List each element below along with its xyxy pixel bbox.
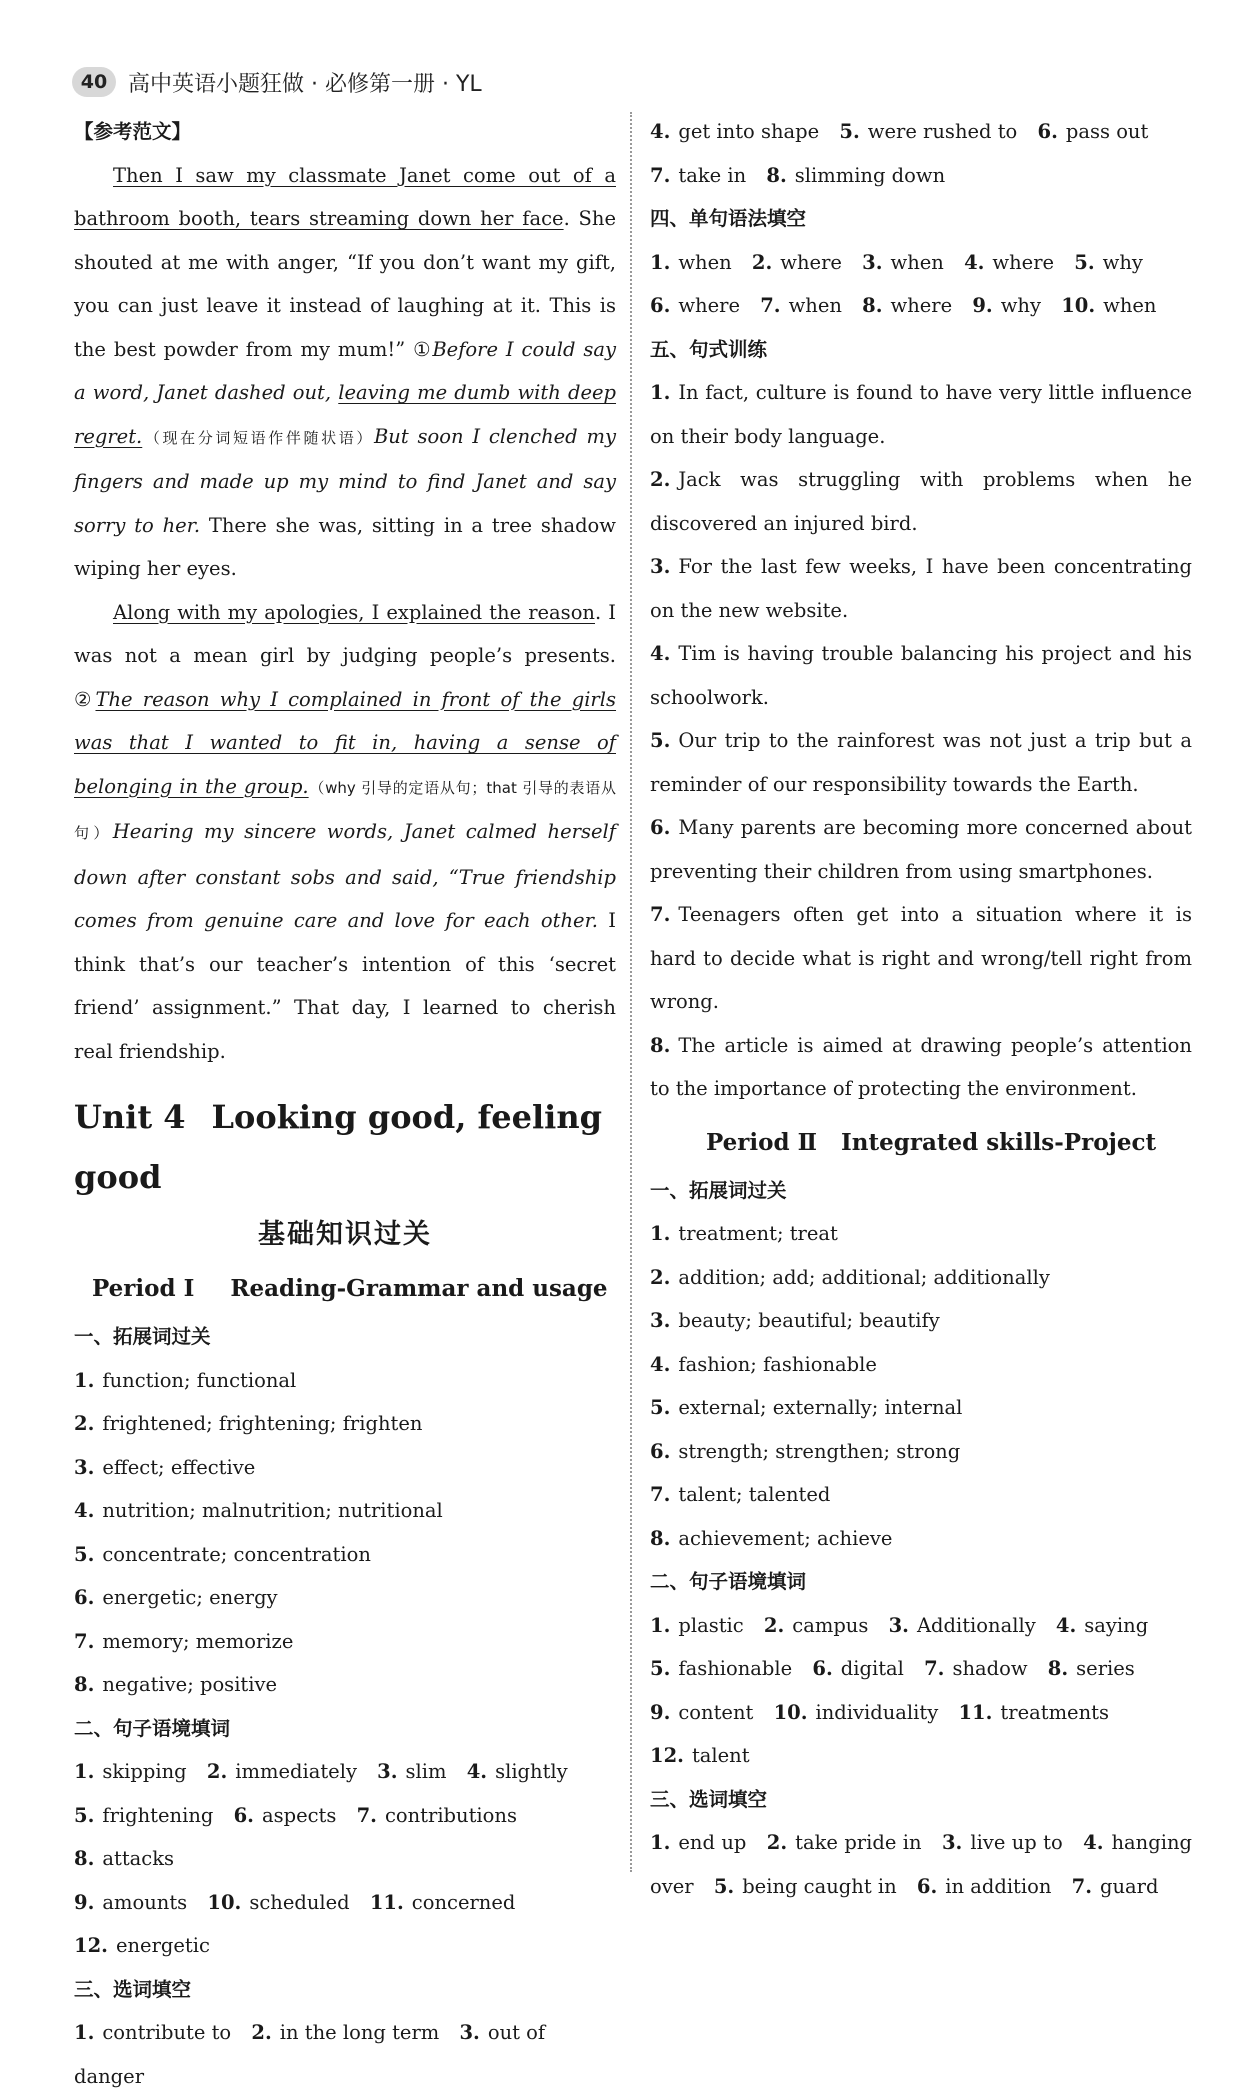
- answer-row: 1. end up 2. take pride in 3. live up to 4. hanging over 5. being caught in 6. in addition 7. guard: [650, 1831, 1193, 1898]
- grammar-note: （现在分词短语作伴随状语）: [142, 428, 374, 447]
- page-header: [72, 62, 482, 102]
- section-heading: 三、选词填空: [74, 1977, 192, 2001]
- section-heading: 二、句子语境填词: [650, 1570, 807, 1593]
- list-item: 3. effect; effective: [74, 1455, 256, 1479]
- answer-row: 1. contribute to 2. in the long term 3. out of danger: [74, 2021, 546, 2088]
- list-item: 7. talent; talented: [650, 1483, 831, 1506]
- word-list: [650, 1212, 1192, 1560]
- left-column: [74, 110, 616, 2098]
- fill-answers: [650, 1604, 1192, 1778]
- unit-title: Unit 4 Looking good, feeling good: [74, 1098, 602, 1196]
- answer-row: 12. talent: [650, 1744, 750, 1767]
- answer-row: 5. frightening 6. aspects 7. contributions 8. attacks: [74, 1803, 517, 1870]
- section-heading: 二、句子语境填词: [74, 1716, 231, 1740]
- list-item: 6. strength; strengthen; strong: [650, 1439, 961, 1463]
- answer-row: 1. when 2. where 3. when 4. where 5. why: [650, 250, 1143, 274]
- list-item: 2. addition; add; additional; additionally: [650, 1265, 1050, 1289]
- book-title: 高中英语小题狂做 · 必修第一册 · YL: [128, 71, 482, 97]
- section-heading: 一、拓展词过关: [74, 1325, 211, 1348]
- list-item: 5. external; externally; internal: [650, 1396, 963, 1419]
- list-item: 7. memory; memorize: [74, 1629, 294, 1653]
- answer-row: 6. where 7. when 8. where 9. why 10. when: [650, 294, 1157, 317]
- answer-row: 1. skipping 2. immediately 3. slim 4. slightly: [74, 1760, 568, 1783]
- answer-row: 7. take in 8. slimming down: [650, 163, 946, 187]
- list-item: 2. Jack was struggling with problems when he discovered an injured bird.: [650, 468, 1192, 535]
- section-heading: 四、单句语法填空: [650, 207, 807, 230]
- underlined-sentence: Along with my apologies, I explained the reason: [113, 600, 595, 624]
- answer-row: 9. content 10. individuality 11. treatments: [650, 1700, 1109, 1724]
- essay-paragraph-2: Along with my apologies, I explained the reason. I was not a mean girl by judging people’s presents. ②The reason why I complained in front of the girls was that I wanted to fit in, having a sense of belonging in the group.（why 引导的定语从句；that 引导的表语从句）Hearing my sincere words, Janet calmed herself down after constant sobs and said, “True friendship comes from genuine care and love for each other. I think that’s our teacher’s intention of this ‘secret friend’ assignment.” That day, I learned to cherish real friendship.: [74, 600, 617, 1063]
- reference-essay-heading: 【参考范文】: [74, 120, 192, 143]
- page-number: 40: [72, 67, 116, 97]
- column-divider: [630, 112, 632, 1872]
- grammar-note: （why 引导的定语从句；that 引导的表语从句）: [74, 778, 616, 842]
- answer-row: 12. energetic: [74, 1934, 210, 1957]
- fill-answers: [74, 1750, 616, 1968]
- list-item: 3. For the last few weeks, I have been concentrating on the new website.: [650, 555, 1192, 622]
- list-item: 7. Teenagers often get into a situation where it is hard to decide what is right and wrong/tell right from wrong.: [650, 903, 1192, 1013]
- list-item: 1. function; functional: [74, 1368, 297, 1392]
- sentence-answers: [650, 371, 1192, 1111]
- list-item: 8. The article is aimed at drawing people’s attention to the importance of protecting the environment.: [650, 1033, 1192, 1100]
- answer-row: 5. fashionable 6. digital 7. shadow 8. series: [650, 1657, 1135, 1680]
- right-column: [650, 110, 1192, 1908]
- list-item: 1. treatment; treat: [650, 1222, 838, 1245]
- list-item: 4. fashion; fashionable: [650, 1352, 877, 1376]
- list-item: 2. frightened; frightening; frighten: [74, 1412, 423, 1435]
- section-heading: 一、拓展词过关: [650, 1178, 787, 1202]
- period-title: Period Ⅰ Reading-Grammar and usage: [92, 1275, 608, 1302]
- essay-paragraph-1: Then I saw my classmate Janet come out of a bathroom booth, tears streaming down her face. She shouted at me with anger, “If you don’t want my gift, you can just leave it instead of laughing at it. This is the best powder from my mum!” ①Before I could say a word, Janet dashed out, leaving me dumb with deep regret.（现在分词短语作伴随状语）But soon I clenched my fingers and made up my mind to find Janet and say sorry to her. There she was, sitting in a tree shadow wiping her eyes.: [74, 163, 617, 580]
- word-list: [74, 1359, 616, 1707]
- answer-row: 1. plastic 2. campus 3. Additionally 4. saying: [650, 1613, 1149, 1637]
- section-heading: 五、句式训练: [650, 337, 768, 361]
- answer-row: 9. amounts 10. scheduled 11. concerned: [74, 1890, 516, 1914]
- list-item: 4. Tim is having trouble balancing his project and his schoolwork.: [650, 642, 1192, 709]
- list-item: 5. Our trip to the rainforest was not just a trip but a reminder of our responsibility towards the Earth.: [650, 729, 1192, 796]
- list-item: 1. In fact, culture is found to have very little influence on their body language.: [650, 381, 1192, 448]
- list-item: 3. beauty; beautiful; beautify: [650, 1309, 940, 1332]
- underlined-sentence: Then I saw my classmate Janet come out of a bathroom booth, tears streaming down her face: [74, 163, 616, 230]
- period-title: Period Ⅱ Integrated skills-Project: [706, 1128, 1157, 1156]
- list-item: 6. energetic; energy: [74, 1586, 278, 1609]
- list-item: 8. negative; positive: [74, 1673, 278, 1696]
- answer-row: 4. get into shape 5. were rushed to 6. pass out: [650, 120, 1149, 143]
- section-subhead: 基础知识过关: [258, 1219, 432, 1250]
- list-item: 5. concentrate; concentration: [74, 1542, 371, 1566]
- list-item: 8. achievement; achieve: [650, 1526, 893, 1550]
- list-item: 6. Many parents are becoming more concerned about preventing their children from using smartphones.: [650, 816, 1192, 883]
- section-heading: 三、选词填空: [650, 1787, 768, 1811]
- list-item: 4. nutrition; malnutrition; nutritional: [74, 1499, 443, 1522]
